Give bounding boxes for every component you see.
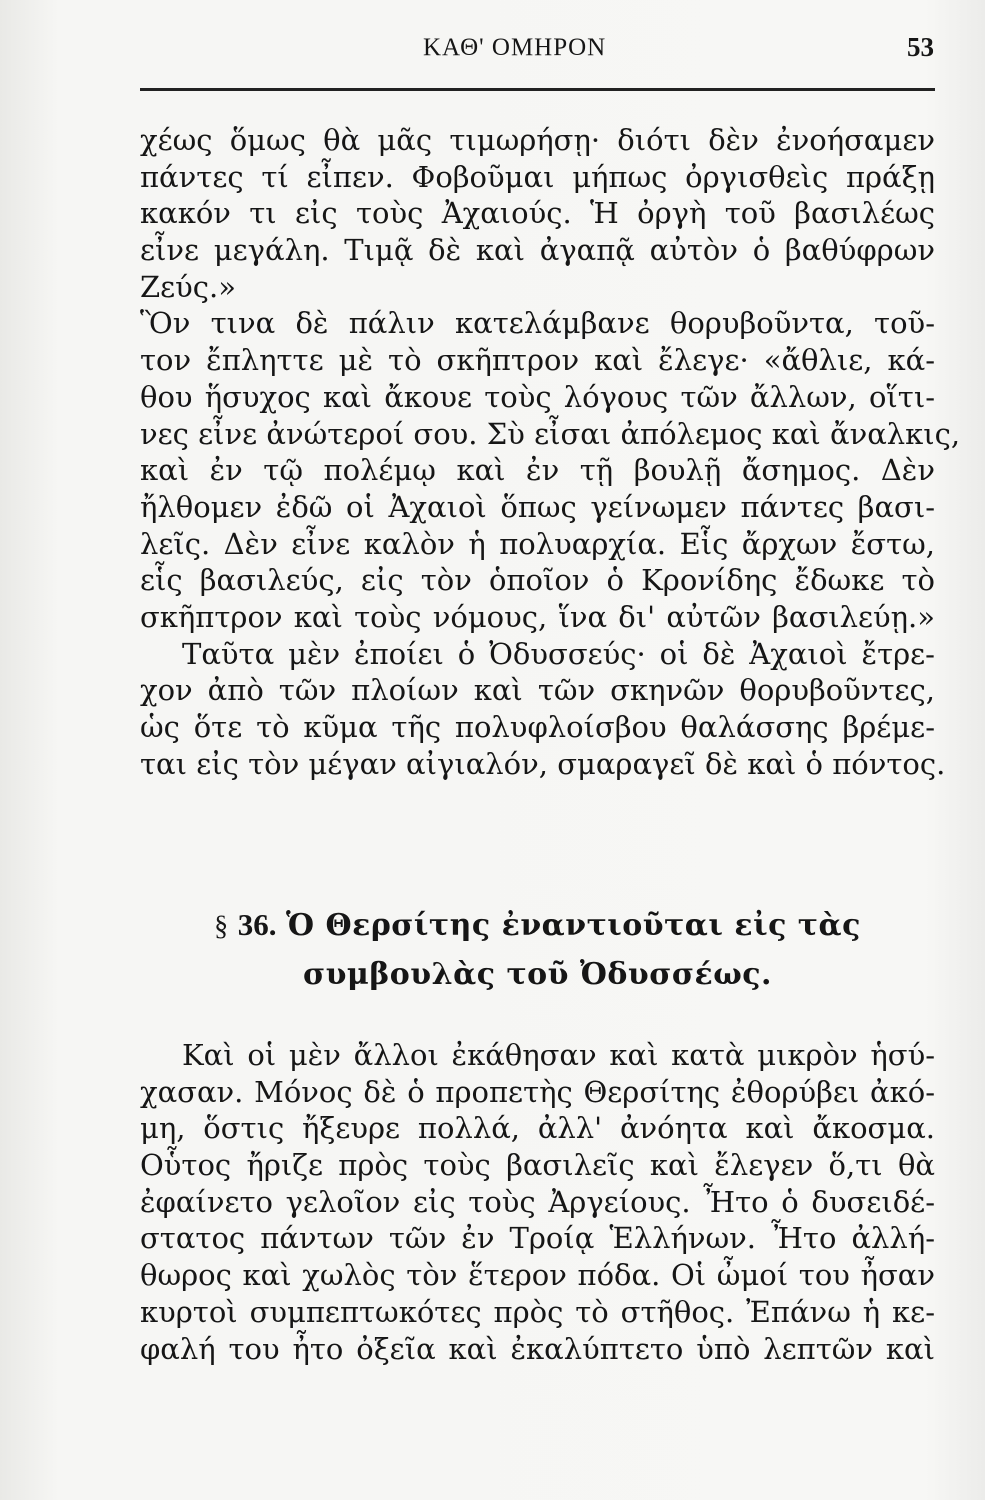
text-line: χέως ὅμως θὰ μᾶς τιμωρήσῃ· διότι δὲν ἐνοήσαμεν — [140, 123, 935, 157]
text-line: φαλή του ἦτο ὀξεῖα καὶ ἐκαλύπτετο ὑπὸ λεπτῶν καὶ — [140, 1331, 935, 1366]
running-title: ΚΑΘ' ΟΜΗΡΟΝ — [423, 34, 607, 61]
section-heading-continued — [140, 955, 935, 995]
text-line: ἐφαίνετο γελοῖον εἰς τοὺς Ἀργείους. Ἦτο ὁ δυσειδέ- — [140, 1184, 935, 1219]
text-line: Οὗτος ἤριζε πρὸς τοὺς βασιλεῖς καὶ ἔλεγεν ὅ,τι θὰ — [140, 1148, 935, 1183]
text-line: Ὃν τινα δὲ πάλιν κατελάμβανε θορυβοῦντα, τοῦ- — [140, 306, 935, 341]
text-line: λεῖς. Δὲν εἶνε καλὸν ἡ πολυαρχία. Εἷς ἄρχων ἔστω, — [140, 526, 935, 561]
text-line: θου ἥσυχος καὶ ἄκουε τοὺς λόγους τῶν ἄλλων, οἵτι- — [140, 379, 935, 414]
text-line: εἷς βασιλεύς, εἰς τὸν ὁποῖον ὁ Κρονίδης ἔδωκε τὸ — [140, 563, 935, 598]
text-line: Ζεύς.» — [140, 269, 237, 304]
text-line: κακόν τι εἰς τοὺς Ἀχαιούς. Ἡ ὀργὴ τοῦ βασιλέως — [140, 196, 935, 231]
text-line: στατος πάντων τῶν ἐν Τροίᾳ Ἑλλήνων. Ἦτο ἀλλή- — [140, 1221, 935, 1256]
text-line: χασαν. Μόνος δὲ ὁ προπετὴς Θερσίτης ἐθορύβει ἀκό- — [140, 1074, 935, 1109]
text-line: ται εἰς τὸν μέγαν αἰγιαλόν, σμαραγεῖ δὲ καὶ ὁ πόντος. — [140, 746, 946, 781]
section-number: 36. — [237, 907, 277, 942]
text-block-top — [140, 122, 961, 782]
text-line: κυρτοὶ συμπεπτωκότες πρὸς τὸ στῆθος. Ἐπάνω ἡ κε- — [140, 1294, 935, 1329]
text-line: ὡς ὅτε τὸ κῦμα τῆς πολυφλοίσβου θαλάσσης βρέμε- — [140, 710, 935, 744]
text-line: Καὶ οἱ μὲν ἄλλοι ἐκάθησαν καὶ κατὰ μικρὸν ἡσύ- — [182, 1038, 935, 1072]
section-title-line2: συμβουλὰς τοῦ Ὀδυσσέως. — [302, 957, 772, 992]
text-line: ἤλθομεν ἐδῶ οἱ Ἀχαιοὶ ὅπως γείνωμεν πάντες βασι- — [140, 489, 935, 524]
section-symbol: § — [214, 911, 229, 942]
page-number: 53 — [907, 32, 934, 62]
text-line: σκῆπτρον καὶ τοὺς νόμους, ἵνα δι' αὐτῶν βασιλεύῃ.» — [140, 599, 935, 634]
text-line: πάντες τί εἶπεν. Φοβοῦμαι μήπως ὀργισθεὶς πράξῃ — [140, 159, 935, 194]
text-line: θωρος καὶ χωλὸς τὸν ἕτερον πόδα. Οἱ ὦμοί του ἦσαν — [140, 1258, 935, 1293]
text-line: Ταῦτα μὲν ἐποίει ὁ Ὀδυσσεύς· οἱ δὲ Ἀχαιοὶ ἔτρε- — [182, 636, 935, 671]
text-line: νες εἶνε ἀνώτεροί σου. Σὺ εἶσαι ἀπόλεμος καὶ ἄναλκις, — [140, 416, 961, 451]
section-title-line1: Ὁ Θερσίτης ἐναντιοῦται εἰς τὰς — [285, 908, 861, 943]
running-head — [140, 34, 940, 74]
text-block-bottom — [140, 1037, 935, 1367]
text-line: εἶνε μεγάλη. Τιμᾷ δὲ καὶ ἀγαπᾷ αὐτὸν ὁ βαθύφρων — [140, 233, 935, 268]
text-line: καὶ ἐν τῷ πολέμῳ καὶ ἐν τῇ βουλῇ ἄσημος. Δὲν — [140, 453, 935, 488]
header-rule — [140, 88, 935, 91]
text-line: μη, ὅστις ἤξευρε πολλά, ἀλλ' ἀνόητα καὶ ἄκοσμα. — [140, 1111, 935, 1146]
text-line: χον ἀπὸ τῶν πλοίων καὶ τῶν σκηνῶν θορυβοῦντες, — [140, 673, 935, 708]
text-line: τον ἔπληττε μὲ τὸ σκῆπτρον καὶ ἔλεγε· «ἄθλιε, κά- — [140, 343, 935, 378]
section-heading — [140, 905, 935, 947]
